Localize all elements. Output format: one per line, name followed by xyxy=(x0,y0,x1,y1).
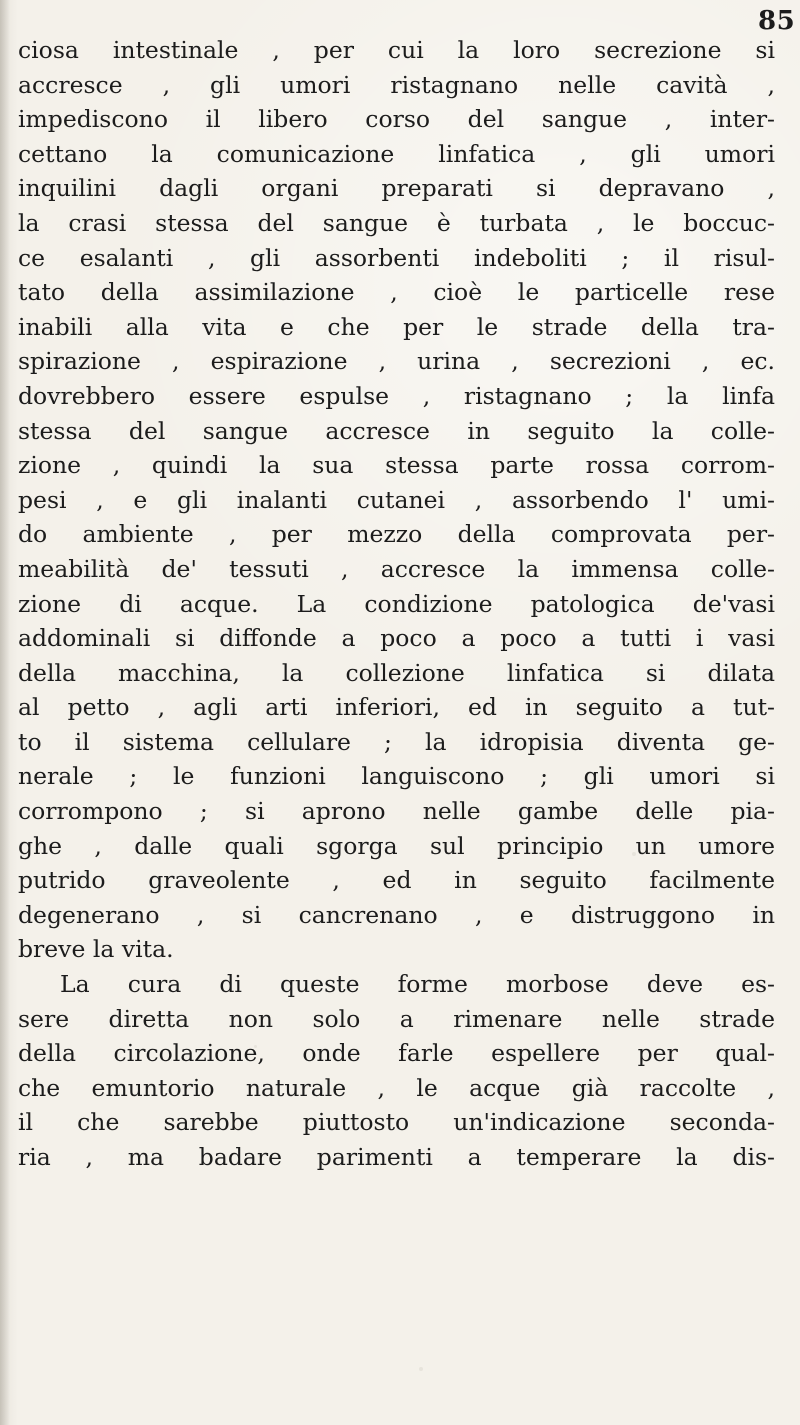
text-line: impediscono il libero corso del sangue , inter- xyxy=(18,105,775,134)
text-line: inquilini dagli organi preparati si depravano , xyxy=(18,174,775,203)
text-line: accresce , gli umori ristagnano nelle cavità , xyxy=(18,70,775,99)
page-binding-edge xyxy=(0,0,10,1425)
text-line: il che sarebbe piuttosto un'indicazione seconda- xyxy=(18,1108,775,1137)
text-line: dovrebbero essere espulse , ristagnano ; la linfa xyxy=(18,381,775,410)
text-line: to il sistema cellulare ; la idropisia diventa ge- xyxy=(18,727,775,756)
main-text-body xyxy=(18,33,775,1175)
paper-spot xyxy=(419,1367,423,1371)
text-line: putrido graveolente , ed in seguito facilmente xyxy=(18,866,775,895)
text-line: do ambiente , per mezzo della comprovata per- xyxy=(18,520,775,549)
text-line: tato della assimilazione , cioè le particelle rese xyxy=(18,278,775,307)
text-line: stessa del sangue accresce in seguito la colle- xyxy=(18,416,775,445)
text-line: inabili alla vita e che per le strade della tra- xyxy=(18,312,775,341)
page-number: 85 xyxy=(758,6,796,36)
text-line: zione di acque. La condizione patologica de'vasi xyxy=(18,589,775,618)
text-line: degenerano , si cancrenano , e distruggono in xyxy=(18,900,775,929)
text-line: addominali si diffonde a poco a poco a tutti i vasi xyxy=(18,624,775,653)
text-line: al petto , agli arti inferiori, ed in seguito a tut- xyxy=(18,693,775,722)
text-line: meabilità de' tessuti , accresce la immensa colle- xyxy=(18,554,775,583)
paragraph-start-line: La cura di queste forme morbose deve es- xyxy=(60,970,775,999)
paragraph-end-line: breve la vita. xyxy=(18,935,174,964)
text-line: spirazione , espirazione , urina , secrezioni , ec. xyxy=(18,347,775,376)
text-line: ciosa intestinale , per cui la loro secrezione si xyxy=(18,36,775,64)
text-line: che emuntorio naturale , le acque già raccolte , xyxy=(18,1073,775,1102)
text-line: zione , quindi la sua stessa parte rossa corrom- xyxy=(18,451,775,480)
text-line: corrompono ; si aprono nelle gambe delle pia- xyxy=(18,797,775,826)
text-line: ghe , dalle quali sgorga sul principio un umore xyxy=(18,831,775,860)
text-line: ce esalanti , gli assorbenti indeboliti ; il risul- xyxy=(18,243,775,272)
text-line: sere diretta non solo a rimenare nelle strade xyxy=(18,1004,775,1033)
text-line: ria , ma badare parimenti a temperare la dis- xyxy=(18,1143,775,1171)
text-line: la crasi stessa del sangue è turbata , le boccuc- xyxy=(18,208,775,237)
text-line: nerale ; le funzioni languiscono ; gli umori si xyxy=(18,762,775,791)
text-line: cettano la comunicazione linfatica , gli umori xyxy=(18,139,775,168)
text-line: della macchina, la collezione linfatica si dilata xyxy=(18,658,775,687)
text-line: della circolazione, onde farle espellere per qual- xyxy=(18,1039,775,1068)
text-line: pesi , e gli inalanti cutanei , assorbendo l' umi- xyxy=(18,485,775,514)
